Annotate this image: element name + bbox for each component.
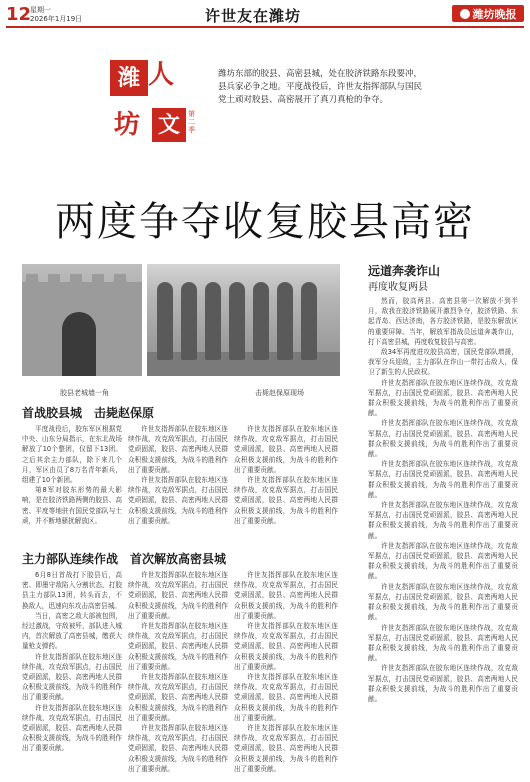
crenel <box>92 274 104 284</box>
paragraph: 许世友指挥部队在胶东地区连续作战，攻克敌军据点，打击国民党顽固派，胶县、高密两地人民群众积极支援前线，为战斗的胜利作出了重要贡献。 <box>128 622 228 671</box>
paragraph: 许世友指挥部队在胶东地区连续作战，攻克敌军据点，打击国民党顽固派，胶县、高密两地人民群众积极支援前线，为战斗的胜利作出了重要贡献。 <box>368 378 518 418</box>
logo-char-4: 文 <box>152 108 186 142</box>
paragraph: 许世友指挥部队在胶东地区连续作战，攻克敌军据点，打击国民党顽固派，胶县、高密两地人民群众积极支援前线，为战斗的胜利作出了重要贡献。 <box>22 703 122 753</box>
city-wall-photo <box>22 264 142 376</box>
figure <box>253 282 269 360</box>
paragraph: 许世友指挥部队在胶东地区连续作战，攻克敌军据点，打击国民党顽固派，胶县、高密两地人民群众积极支援前线，为战斗的胜利作出了重要贡献。 <box>234 724 338 773</box>
paragraph: 许世友指挥部队在胶东地区连续作战，攻克敌军据点，打击国民党顽固派，胶县、高密两地人民群众积极支援前线，为战斗的胜利作出了重要贡献。 <box>128 425 228 474</box>
right-headline: 远道奔袭诈山 <box>368 264 441 278</box>
paragraph: 许世友指挥部队在胶东地区连续作战，攻克敌军据点，打击国民党顽固派，胶县、高密两地人民群众积极支援前线，为战斗的胜利作出了重要贡献。 <box>368 419 518 459</box>
paragraph: 敌34军再度进攻胶县高密，国民党部队增援，我军分兵迎敌，主力部队在诈山一带打击敌人，保卫了新生的人民政权。 <box>368 348 518 377</box>
paragraph: 当日，高密之敌大部被包围，经过激战，守敌被歼，部队进入城内，首次解放了高密县城，缴获大量枪支弹药。 <box>22 611 122 651</box>
main-headline: 两度争夺收复胶县高密 <box>55 199 475 245</box>
section2-col2 <box>128 570 228 776</box>
section-heading-1: 首战胶县城 击毙赵保原 <box>22 406 155 420</box>
logo-char-1: 潍 <box>110 60 148 96</box>
crenel <box>70 274 82 284</box>
right-column-text <box>368 296 518 776</box>
issue-label: 第二季 <box>188 110 195 134</box>
issue-date: 2026年1月19日 <box>30 15 83 23</box>
paragraph: 许世友指挥部队在胶东地区连续作战，攻克敌军据点，打击国民党顽固派，胶县、高密两地人民群众积极支援前线，为战斗的胜利作出了重要贡献。 <box>368 460 518 499</box>
logo-char-2: 人 <box>148 60 175 90</box>
section1-col1 <box>22 424 122 542</box>
intro-block <box>6 32 524 182</box>
paragraph: 许世友指挥部队在胶东地区连续作战，攻克敌军据点，打击国民党顽固派，胶县、高密两地人民群众积极支援前线，为战斗的胜利作出了重要贡献。 <box>368 623 518 663</box>
scene-photo <box>147 264 340 376</box>
intro-text: 潍坊东部的胶县、高密县城，处在胶济铁路东段要冲，县兵家必争之地。平度战役后，许世友指挥部队与国民党土顽对胶县、高密展开了真刀真枪的争夺。 <box>218 69 423 105</box>
logo-char-3: 坊 <box>114 110 141 140</box>
paragraph: 许世友指挥部队在胶东地区连续作战，攻克敌军据点，打击国民党顽固派，胶县、高密两地人民群众积极支援前线，为战斗的胜利作出了重要贡献。 <box>368 582 518 622</box>
section1-col3 <box>234 424 338 542</box>
photo1-caption: 胶县老城墙一角 <box>60 389 109 397</box>
paragraph: 许世友指挥部队在胶东地区连续作战，攻克敌军据点，打击国民党顽固派，胶县、高密两地人民群众积极支援前线，为战斗的胜利作出了重要贡献。 <box>368 541 518 581</box>
brand-badge[interactable] <box>452 5 524 22</box>
header-rule <box>6 26 524 28</box>
paragraph: 许世友指挥部队在胶东地区连续作战，攻克敌军据点，打击国民党顽固派，胶县、高密两地人民群众积极支援前线，为战斗的胜利作出了重要贡献。 <box>234 476 338 525</box>
brand-name: 潍坊晚报 <box>472 7 517 21</box>
paragraph: 许世友指挥部队在胶东地区连续作战，攻克敌军据点，打击国民党顽固派，胶县、高密两地人民群众积极支援前线，为战斗的胜利作出了重要贡献。 <box>128 673 228 722</box>
section-heading-2: 主力部队连续作战 首次解放高密县城 <box>22 552 227 566</box>
figure <box>301 282 317 360</box>
weekday: 星期一 <box>30 6 51 14</box>
page-header <box>0 0 530 36</box>
photo2-caption: 击毙赵保原现场 <box>255 389 304 397</box>
column-logo <box>104 50 202 160</box>
crenel <box>48 274 60 284</box>
page-number: 12 <box>6 4 32 25</box>
paragraph: 许世友指挥部队在胶东地区连续作战，攻克敌军据点，打击国民党顽固派，胶县、高密两地人民群众积极支援前线，为战斗的胜利作出了重要贡献。 <box>368 501 518 540</box>
section1-col2 <box>128 424 228 542</box>
paragraph: 许世友指挥部队在胶东地区连续作战，攻克敌军据点，打击国民党顽固派，胶县、高密两地人民群众积极支援前线，为战斗的胜利作出了重要贡献。 <box>234 673 338 722</box>
paragraph: 平度战役后，胶东军区根据党中央、山东分局指示，在东北战场解放了10个整团，仅留下13团。之后其余主力部队，除下来几个月，军区由员了8万名青年新兵，组建了10个新团。 <box>22 425 122 485</box>
figure <box>181 282 197 360</box>
paragraph: 许世友指挥部队在胶东地区连续作战，攻克敌军据点，打击国民党顽固派，胶县、高密两地人民群众积极支援前线，为战斗的胜利作出了重要贡献。 <box>234 622 338 671</box>
crenel <box>114 274 126 284</box>
paragraph: 然而，胶高两县、高密县第一次解放不到半月，敌我在胶济铁路展开激烈争夺，胶济铁路、东起青岛、西达济南，各方胶济铁路，是胶东解放区的重要屏障。当年，解放军指战员远道奔袭诈山，打下高密县城，再度收复胶县与高密。 <box>368 297 518 346</box>
section2-col1 <box>22 570 122 776</box>
paragraph: 许世友指挥部队在胶东地区连续作战，攻克敌军据点，打击国民党顽固派，胶县、高密两地人民群众积极支援前线，为战斗的胜利作出了重要贡献。 <box>234 425 338 474</box>
paragraph: 许世友指挥部队在胶东地区连续作战，攻克敌军据点，打击国民党顽固派，胶县、高密两地人民群众积极支援前线，为战斗的胜利作出了重要贡献。 <box>234 571 338 620</box>
right-subheadline: 再度收复两县 <box>368 282 428 293</box>
date-block <box>30 6 82 24</box>
paragraph: 许世友指挥部队在胶东地区连续作战，攻克敌军据点，打击国民党顽固派，胶县、高密两地人民群众积极支援前线，为战斗的胜利作出了重要贡献。 <box>128 724 228 773</box>
figure <box>277 282 293 360</box>
figure <box>157 282 173 360</box>
paragraph: 许世友指挥部队在胶东地区连续作战，攻克敌军据点，打击国民党顽固派，胶县、高密两地人民群众积极支援前线，为战斗的胜利作出了重要贡献。 <box>368 664 518 703</box>
paragraph: 6月8日首战打下胶县后，高密、即墨守敌陷入分割状态，打胶县主力部队13团，转头而去，不换敌人，迅速向东攻击高密县城。 <box>22 571 122 610</box>
paragraph: 许世友指挥部队在胶东地区连续作战，攻克敌军据点，打击国民党顽固派，胶县、高密两地人民群众积极支援前线，为战斗的胜利作出了重要贡献。 <box>128 571 228 620</box>
paragraph: 许世友指挥部队在胶东地区连续作战，攻克敌军据点，打击国民党顽固派，胶县、高密两地人民群众积极支援前线，为战斗的胜利作出了重要贡献。 <box>22 652 122 702</box>
brand-logo-icon <box>460 9 470 19</box>
crenel <box>26 274 38 284</box>
figure <box>229 282 245 360</box>
section2-col3 <box>234 570 338 776</box>
column-title: 许世友在潍坊 <box>205 7 302 25</box>
paragraph: 第8军对胶东形势的最大影响，是在胶济铁路两侧的胶县、高密、平度等地驻有国民党部队与土顽，并不断地骚扰解放区。 <box>22 486 122 525</box>
paragraph: 许世友指挥部队在胶东地区连续作战，攻克敌军据点，打击国民党顽固派，胶县、高密两地人民群众积极支援前线，为战斗的胜利作出了重要贡献。 <box>128 476 228 525</box>
figure <box>205 282 221 360</box>
gate-arch <box>62 312 96 376</box>
